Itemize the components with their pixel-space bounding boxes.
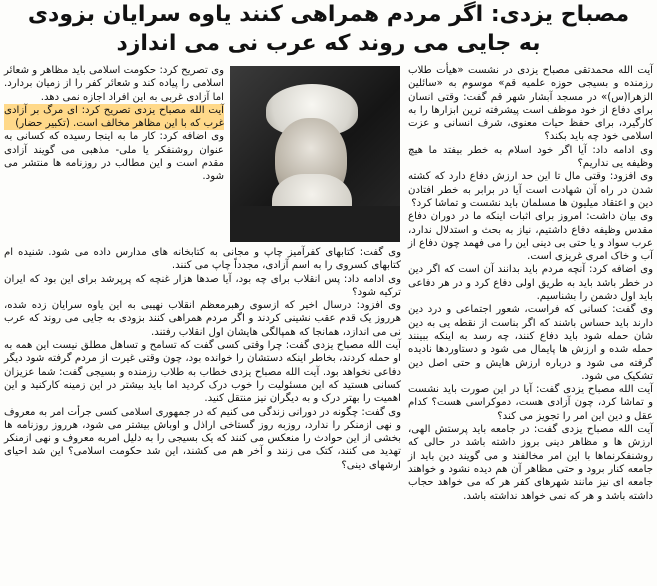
paragraph: وی گفت: کسانی که فراست، شعور اجتماعی و درد دین دارند باید حساس باشند که اگر بناست از نقطه یی به دین شان حمله شود باید دفاع کنند، چه رسد به اینکه ببینند حمله شده و ارزش ها پایمال می شود و دستاوردها نادیده گرفته می شود و درباره ارزش هایش و حتی اصل دین تشکیک می شود. [408,304,653,382]
paragraph: وی تصریح کرد: حکومت اسلامی باید مظاهر و شعائر اسلامی را پیاده کند و شعائر کفر را از زمیان بردارد. اما آزادی غربی به این افراد اجازه نمی دهد. [4,65,224,103]
paragraph: آیت الله مصباح یزدی گفت: در جامعه باید پرستش الهی، ارزش ها و مظاهر دینی بروز داشته باشد در حالی که روشنفکرنماها با این امر مخالفند و می گویند دین باید از جامعه کنار برود و حتی مظاهر آن هم دیده نشود و خواهند جامعه ای نیز مانند شهرهای کفر هر که می خواهد حجاب داشته باشد و هر که نمی خواهد نداشته باشد. [408,424,653,502]
paragraph: وی ادامه داد: آیا اگر خود اسلام به خطر بیفتد ما هیچ وظیفه یی نداریم؟ [408,144,653,170]
highlighted-quote: آیت الله مصباح یزدی تصریح کرد: ای مرگ بر آزادی غرب که با این مظاهر مخالف است. (تکبیر حضار) [4,104,224,130]
paragraph: وی بیان داشت: امروز برای اثبات اینکه ما در دوران دفاع مقدس وظیفه دفاع داشتیم، نیاز به بحث و استدلال ندارد، عرب سواد و یا حتی بی دینی این را می فهمد چون دفاع از آب و خاک امری غریزی است. [408,211,653,263]
paragraph: آیت الله مصباح یزدی گفت: چرا وقتی کسی گفت که تسامح و تساهل مطلق نیست این همه به او حمله کردند، بخاطر اینکه دستشان را خوانده بود، چون وقتی غیرت از مردم گرفته شود دیگر دفاعی نخواهد بود. آیت الله مصباح یزدی خطاب به طلاب رزمنده و بسیجی گفت: شما عزیزان کسانی هستید که این مسئولیت را خوب درک کردید اما باید بیشتر در این زمینه کارکنید و این اهمیت را بهتر درک و به دیگران نیز منتقل کنید. [4,340,401,405]
right-column [408,64,653,503]
headline [0,0,657,62]
robe-shape [230,206,400,242]
left-upper-text [4,64,224,184]
paragraph: وی افزود: وقتی مال تا این حد ارزش دفاع دارد که کشته شدن در راه آن شهادت است آیا در برابر به خطر افتادن دین و اعتقاد میلیون ها مسلمان باید نشست و تماشا کرد؟ [408,171,653,209]
headline-line-2: به جایی می روند که عرب نی می اندازد [116,31,541,56]
paragraph: وی گفت: کتابهای کفرآمیز چاپ و مجانی به کتابخانه های مدارس داده می شود. شنیده ام کتابهای کسروی را به اسم آزادی، مجدداً چاپ می کنند. [4,247,401,272]
paragraph: آیت الله مصباح یزدی گفت: آیا در این صورت باید نشست و تماشا کرد، چون آزادی هست، دموکراسی هست؟ کدام عقل و دین این امر را تجویز می کند؟ [408,384,653,422]
paragraph: وی افزود: درسال اخیر که ازسوی رهبرمعظم انقلاب نهیبی به این یاوه سرایان زده شده، هرروز یک قدم عقب نشینی کردند و اگر مردم همراهی کنند بزودی به جایی می روند که عرب نی می اندازد، همانجا که همپالگی هایشان اول انقلاب رفتند. [4,300,401,338]
left-lower-text [4,246,401,472]
headline-line-1: مصباح یزدی: اگر مردم همراهی کنند یاوه سرایان بزودی [27,2,630,27]
paragraph: آیت الله محمدتقی مصباح یزدی در نشست «هیأت طلاب رزمنده و بسیجی حوزه علمیه قم» موسوم به «سائلین الزهرا(س)» در مسجد آبشار شهر قم گفت: وقتی انسان برای دفاع از خود موظف است پیشرفته ترین ابزارها را به کارگیرد، برای حفظ حیات معنوی، شرف انسانی و عزت اسلامی خود چه باید بکند؟ [408,65,653,143]
paragraph: وی اضافه کرد: آنچه مردم باید بدانند آن است که اگر دین در خطر باشد باید به طریق اولی دفاع کرد و در هر دفاعی باید اول دشمن را بشناسیم. [408,264,653,303]
portrait-photo [230,66,400,242]
paragraph: وی اضافه کرد: کار ما به اینجا رسیده که کسانی به عنوان روشنفکر یا ملی- مذهبی می گویند آزادی مقدم است و این مطالب در روزنامه ها منتشر می شود. [4,131,224,183]
paragraph: وی گفت: چگونه در دورانی زندگی می کنیم که در جمهوری اسلامی کسی جرأت امر به معروف و نهی ازمنکر را ندارد، روزبه روز گستاخی اراذل و اوباش بیشتر می شود، هرروز روزنامه ها بخشی از این حوادث را منعکس می کنند که یک بسیجی را به دلیل امربه معروف و نهی ازمنکر تهدید می کنند، کتک می زنند و آخر هم می کشند، این شد حکومت اسلامی؟ این شد احیای ارشهای دینی؟ [4,406,401,471]
paragraph: وی ادامه داد: پس انقلاب برای چه بود، آیا صدها هزار غنچه که پرپرشد برای این بود که ایران ترکیه شود؟ [4,273,401,298]
